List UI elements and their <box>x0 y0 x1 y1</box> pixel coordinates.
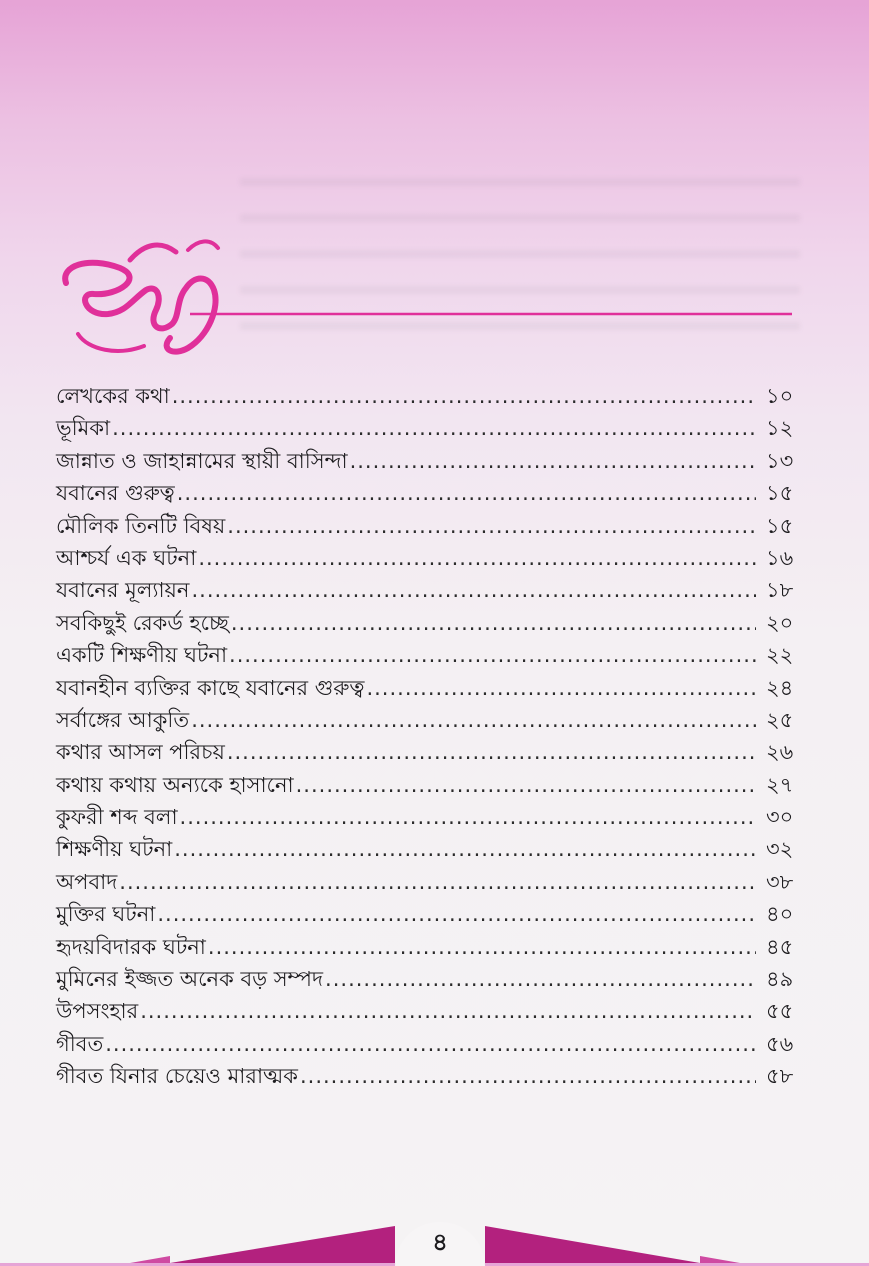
toc-leader-dots <box>229 639 756 671</box>
toc-entry-title: কথার আসল পরিচয় <box>56 740 225 765</box>
toc-entry[interactable] <box>56 866 816 898</box>
toc-leader-dots <box>172 380 756 412</box>
toc-leader-dots <box>105 1028 756 1060</box>
toc-entry[interactable] <box>56 510 816 542</box>
toc-entry-page: ১৫ <box>766 481 794 506</box>
toc-entry-title: সবকিছুই রেকর্ড হচ্ছে <box>56 610 229 635</box>
toc-entry-title: মুমিনের ইজ্জত অনেক বড় সম্পদ <box>56 967 324 992</box>
toc-entry-page: ৫৬ <box>766 1031 794 1056</box>
toc-entry-page: ১৫ <box>766 513 794 538</box>
toc-leader-dots <box>174 833 756 865</box>
toc-entry[interactable] <box>56 833 816 865</box>
toc-entry-page: ২৭ <box>766 772 794 797</box>
toc-entry-title: হৃদয়বিদারক ঘটনা <box>56 934 206 959</box>
toc-entry-title: মুক্তির ঘটনা <box>56 902 156 927</box>
toc-entry-title: ভূমিকা <box>56 416 111 441</box>
toc-entry-page: ৪০ <box>766 902 794 927</box>
toc-entry-page: ২২ <box>766 643 794 668</box>
toc-entry[interactable] <box>56 672 816 704</box>
toc-heading <box>48 238 808 368</box>
toc-entry-title: শিক্ষণীয় ঘটনা <box>56 837 173 862</box>
toc-entry[interactable] <box>56 995 816 1027</box>
toc-entry-page: ৫৫ <box>766 999 794 1024</box>
toc-entry[interactable] <box>56 445 816 477</box>
toc-entry[interactable] <box>56 542 816 574</box>
toc-entry-title: আশ্চর্য এক ঘটনা <box>56 545 197 570</box>
toc-entry-page: ২০ <box>766 610 794 635</box>
toc-entry-page: ৩২ <box>766 837 794 862</box>
toc-entry-title: যবানহীন ব্যক্তির কাছে যবানের গুরুত্ব <box>56 675 365 700</box>
toc-entry[interactable] <box>56 704 816 736</box>
toc-leader-dots <box>140 995 756 1027</box>
toc-entry-page: ১২ <box>766 416 794 441</box>
toc-entry-page: ১৬ <box>766 545 794 570</box>
toc-entry-page: ২৬ <box>766 740 794 765</box>
toc-entry-page: ৪৯ <box>766 967 794 992</box>
page-number: ৪ <box>395 1222 485 1266</box>
toc-entry-page: ২৫ <box>766 707 794 732</box>
toc-leader-dots <box>231 607 756 639</box>
toc-entry-title: একটি শিক্ষণীয় ঘটনা <box>56 643 228 668</box>
toc-entry-title: উপসংহার <box>56 999 139 1024</box>
toc-entry[interactable] <box>56 931 816 963</box>
toc-entry[interactable] <box>56 801 816 833</box>
toc-entry[interactable] <box>56 380 816 412</box>
toc-entry-title: মৌলিক তিনটি বিষয় <box>56 513 226 538</box>
toc-entry-title: যবানের মূল্যায়ন <box>56 578 190 603</box>
toc-entry[interactable] <box>56 736 816 768</box>
toc-leader-dots <box>191 704 756 736</box>
toc-entry[interactable] <box>56 1060 816 1092</box>
toc-entry[interactable] <box>56 898 816 930</box>
toc-leader-dots <box>300 1060 756 1092</box>
toc-leader-dots <box>350 445 756 477</box>
toc-entry-page: ১৮ <box>766 578 794 603</box>
toc-entry-title: গীবত <box>56 1031 104 1056</box>
toc-entry[interactable] <box>56 477 816 509</box>
toc-entry[interactable] <box>56 574 816 606</box>
table-of-contents <box>56 380 816 1093</box>
toc-entry-page: ২৪ <box>766 675 794 700</box>
heading-calligraphy <box>48 238 808 368</box>
toc-entry[interactable] <box>56 769 816 801</box>
toc-entry-page: ৫৮ <box>766 1064 794 1089</box>
toc-entry-page: ৩৮ <box>766 869 794 894</box>
toc-leader-dots <box>208 931 756 963</box>
toc-entry-title: অপবাদ <box>56 869 118 894</box>
toc-entry[interactable] <box>56 963 816 995</box>
toc-entry-title: লেখকের কথা <box>56 384 170 408</box>
toc-entry[interactable] <box>56 412 816 444</box>
toc-leader-dots <box>227 736 756 768</box>
toc-entry[interactable] <box>56 607 816 639</box>
toc-leader-dots <box>191 574 756 606</box>
toc-leader-dots <box>112 412 756 444</box>
toc-entry-title: কথায় কথায় অন্যকে হাসানো <box>56 772 294 797</box>
toc-leader-dots <box>296 769 756 801</box>
toc-entry-title: সর্বাঙ্গের আকুতি <box>56 707 190 732</box>
toc-entry-title: কুফরী শব্দ বলা <box>56 805 178 830</box>
toc-leader-dots <box>177 477 756 509</box>
toc-entry[interactable] <box>56 639 816 671</box>
toc-leader-dots <box>227 510 756 542</box>
toc-leader-dots <box>366 672 756 704</box>
toc-entry-title: গীবত যিনার চেয়েও মারাত্মক <box>56 1064 298 1089</box>
toc-leader-dots <box>157 898 756 930</box>
toc-entry-page: ১৩ <box>766 448 794 473</box>
toc-entry-title: যবানের গুরুত্ব <box>56 481 175 506</box>
toc-entry-page: ৩০ <box>766 805 794 830</box>
toc-entry-page: ১০ <box>766 384 794 408</box>
toc-leader-dots <box>198 542 756 574</box>
toc-entry-title: জান্নাত ও জাহান্নামের স্থায়ী বাসিন্দা <box>56 448 348 473</box>
toc-entry[interactable] <box>56 1028 816 1060</box>
toc-entry-page: ৪৫ <box>766 934 794 959</box>
toc-leader-dots <box>180 801 756 833</box>
toc-leader-dots <box>119 866 756 898</box>
toc-leader-dots <box>325 963 756 995</box>
